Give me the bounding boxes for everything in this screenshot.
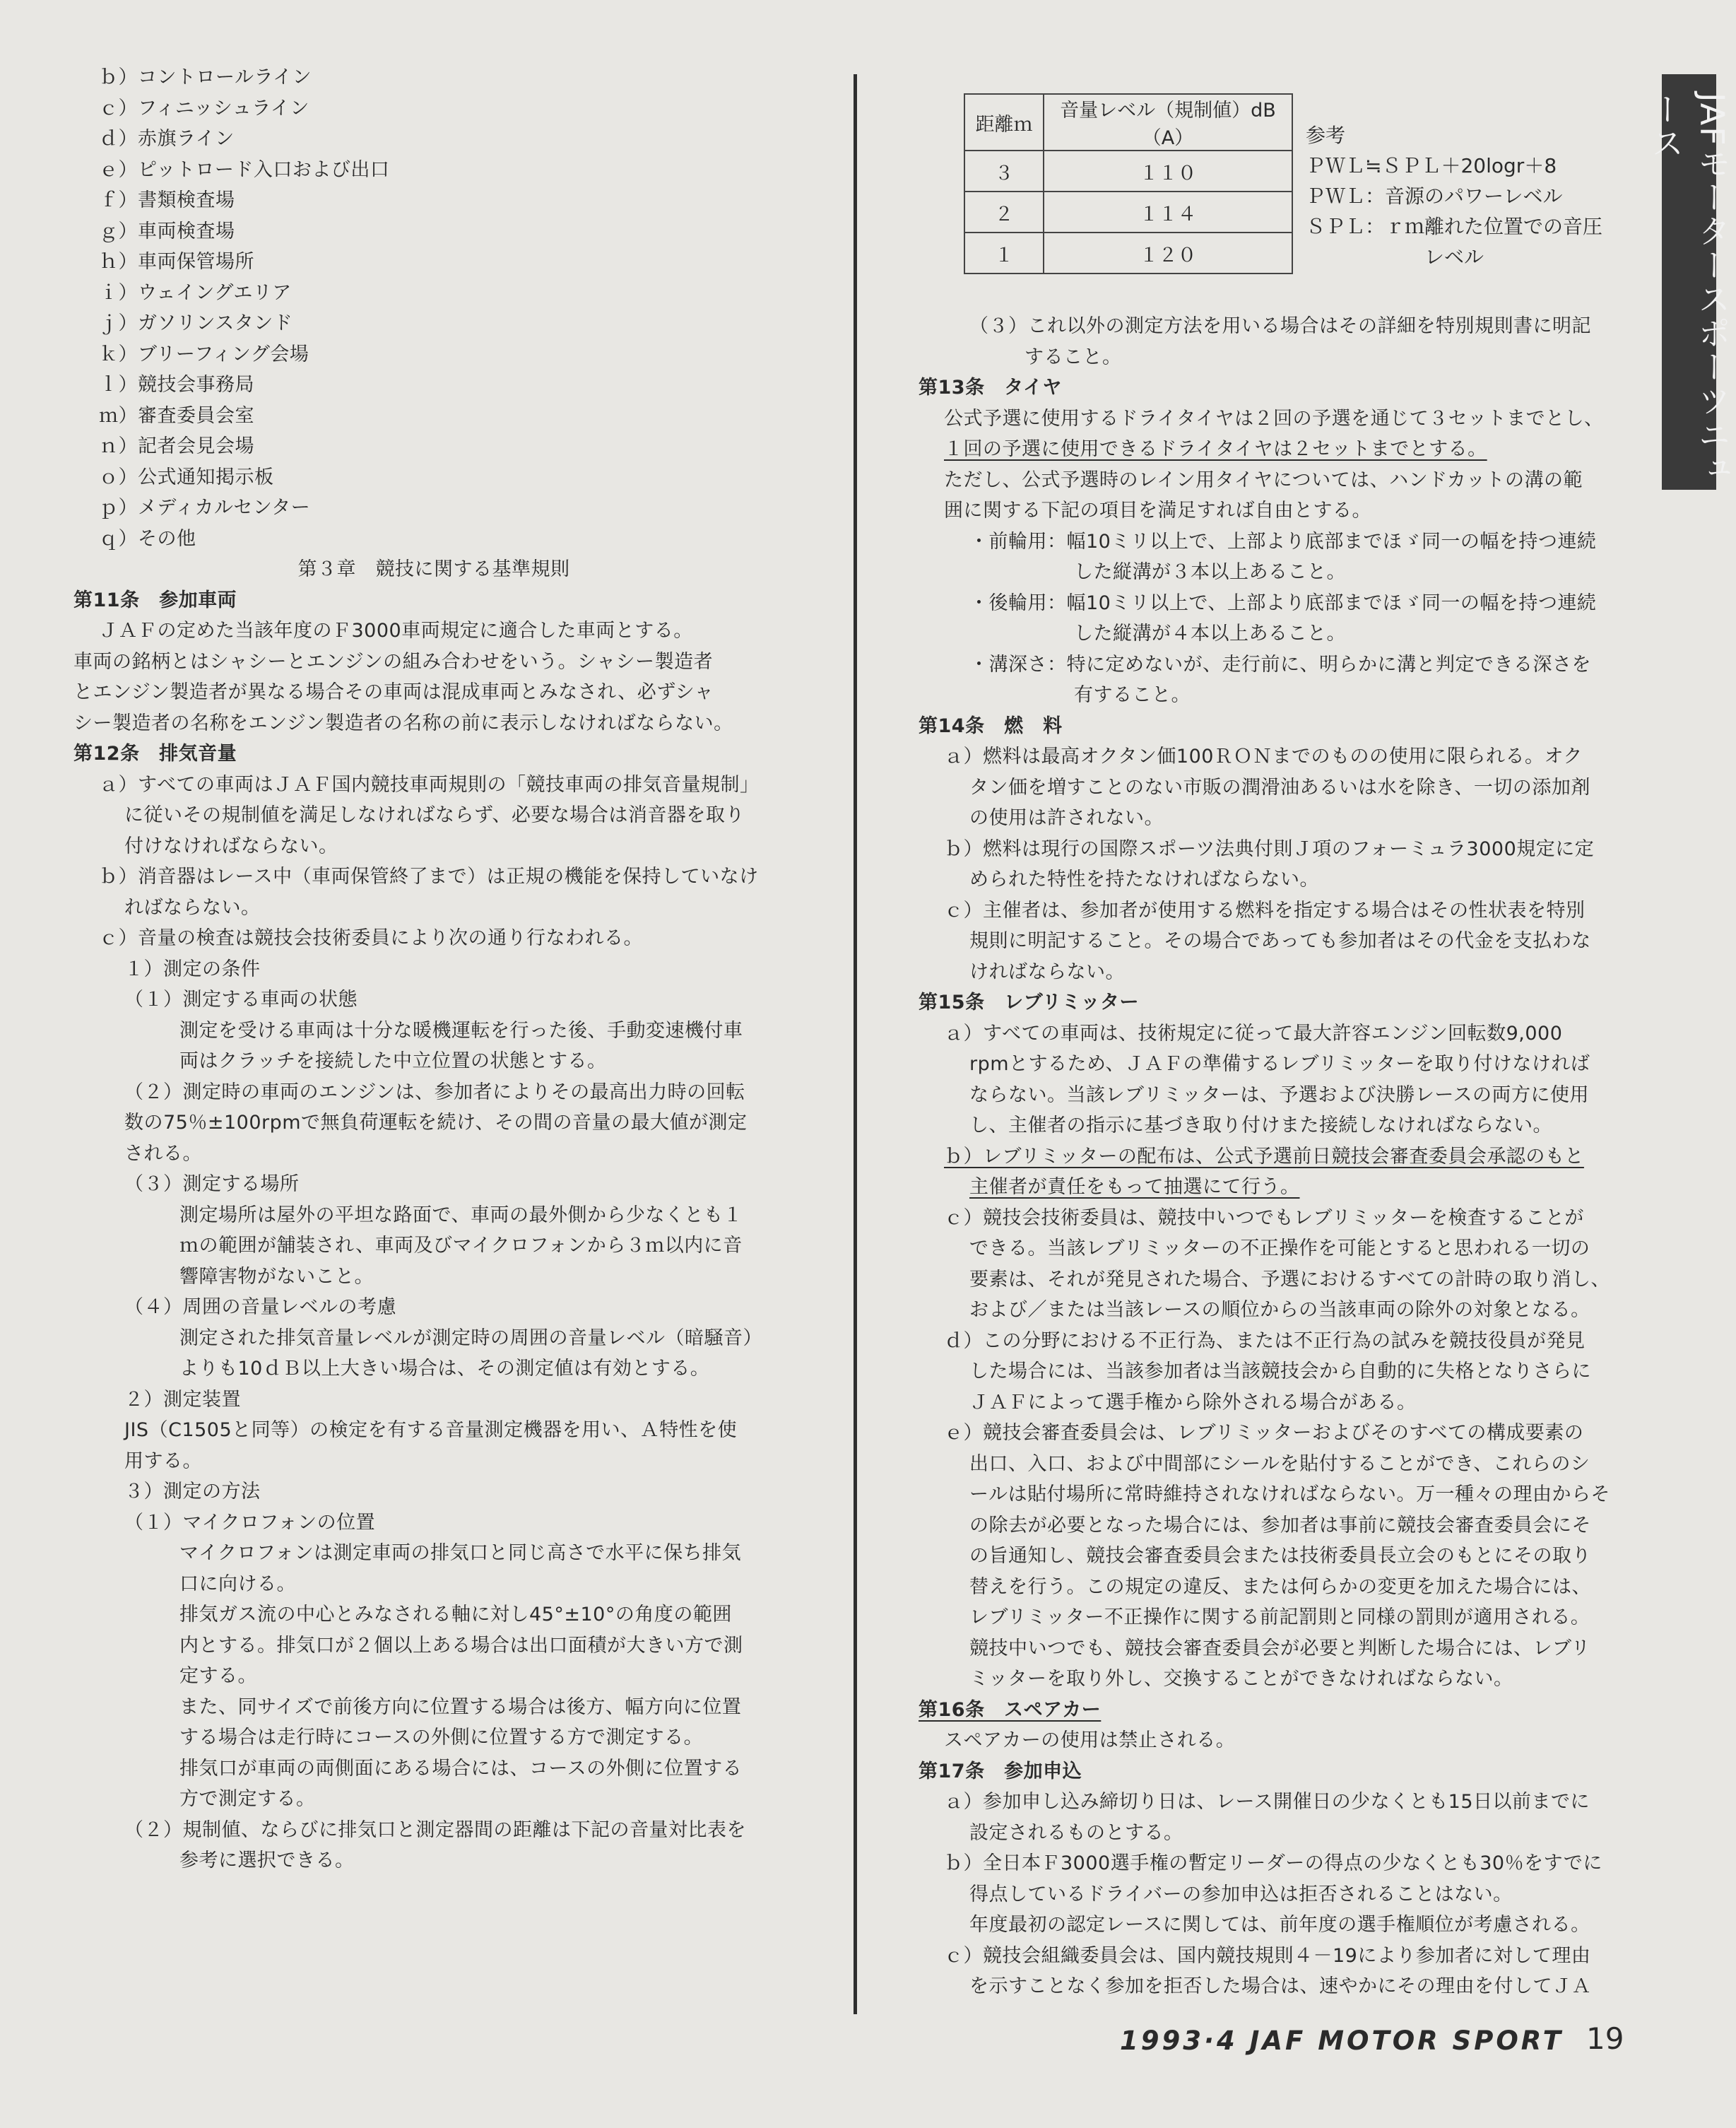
article-heading: 第16条 スペアカー [919,1698,1102,1721]
text-line: ｉ）ウェイングエリア [99,281,292,304]
text-line: 口に向ける。 [179,1573,296,1595]
text-line: ３）測定の方法 [124,1481,261,1503]
text-line: （４）周囲の音量レベルの考慮 [124,1296,396,1318]
text-line: および／または当該レースの順位からの当該車両の除外の対象となる。 [969,1299,1590,1321]
text-line: ｊ）ガソリンスタンド [99,312,293,334]
article-heading: 第12条 排気音量 [73,743,237,765]
magazine-footer: 1993·4 JAF MOTOR SPORT [1120,2026,1564,2056]
text-line: 有すること。 [1074,684,1191,706]
reference-title: 参考 [1306,124,1346,147]
text-line: ｂ）消音器はレース中（車両保管終了まで）は正規の機能を保持していなけ [99,866,759,888]
text-line: マイクロフォンは測定車両の排気口と同じ高さで水平に保ち排気 [179,1542,742,1564]
text-line: し、主催者の指示に基づき取り付けまた接続しなければならない。 [969,1115,1552,1136]
table-cell: ３ [964,151,1044,192]
text-line: ｃ）音量の検査は競技会技術委員により次の通り行なわれる。 [99,927,643,949]
text-line: ｃ）競技会組織委員会は、国内競技規則４－19により参加者に対して理由 [944,1944,1591,1967]
text-line: ｄ）この分野における不正行為、または不正行為の試みを競技役員が発見 [944,1329,1586,1352]
article-heading: 第14条 燃 料 [919,715,1063,737]
text-line: ｍの範囲が舗装され、車両及びマイクロフォンから３ｍ以内に音 [179,1235,743,1257]
text-line: 測定を受ける車両は十分な暖機運転を行った後、手動変速機付車 [179,1019,743,1042]
text-line: ｃ）競技会技術委員は、競技中いつでもレブリミッターを検査することが [944,1206,1584,1229]
right-column [919,311,1632,2002]
text-line: ｂ）燃料は現行の国際スポーツ法典付則Ｊ項のフォーミュラ3000規定に定 [944,837,1595,860]
text-line: ｑ）その他 [99,527,196,550]
table-row [964,192,1292,233]
text-line: の除去が必要となった場合には、参加者は事前に競技会審査委員会にそ [969,1514,1591,1536]
text-line: ・前輪用：幅10ミリ以上で、上部より底部までほゞ同一の幅を持つ連続 [969,530,1597,553]
text-line: 排気口が車両の両側面にある場合には、コースの外側に位置する [179,1757,743,1780]
text-line: ｂ）レブリミッターの配布は、公式予選前日競技会審査委員会承認のもと [944,1145,1584,1168]
text-line: ればならない。 [124,896,261,919]
text-line: ・後輪用：幅10ミリ以上で、上部より底部までほゞ同一の幅を持つ連続 [969,592,1597,614]
text-line: （１）マイクロフォンの位置 [124,1511,376,1534]
text-line: 主催者が責任をもって抽選にて行う。 [969,1176,1300,1198]
text-line: 方で測定する。 [179,1788,316,1810]
text-line: （３）測定する場所 [124,1173,300,1195]
text-line: できる。当該レブリミッターの不正操作を可能とすると思われる一切の [969,1238,1590,1259]
text-line: （２）規制値、ならびに排気口と測定器間の距離は下記の音量対比表を [124,1818,746,1841]
text-line: ａ）燃料は最高オクタン価100ＲＯＮまでのものの使用に限られる。オク [944,746,1583,768]
text-line: （２）測定時の車両のエンジンは、参加者によりその最高出力時の回転 [124,1081,745,1103]
text-line: の旨通知し、競技会審査委員会または技術委員長立会のもとにその取り [969,1545,1591,1567]
table-header-row [964,94,1292,151]
text-line: ａ）参加申し込み締切り日は、レース開催日の少なくとも15日以前までに [944,1791,1590,1813]
text-line: ａ）すべての車両は、技術規定に従って最大許容エンジン回転数9,000 [944,1022,1563,1045]
text-line: ｅ）ピットロード入口および出口 [99,158,390,181]
left-column [73,62,794,1876]
text-line: ｂ）コントロールライン [99,66,312,88]
text-line: ａ）すべての車両はＪＡＦ国内競技車両規則の「競技車両の排気音量規制」 [99,773,760,796]
page-number: 19 [1586,2021,1624,2056]
text-line: ｈ）車両保管場所 [99,251,254,273]
section-tab [1646,74,1732,490]
table-header-distance: 距離ｍ [964,94,1044,151]
text-line: められた特性を持たなければならない。 [969,869,1319,890]
reference-line: ＰＷＬ：音源のパワーレベル [1306,184,1563,208]
text-line: 内とする。排気口が２個以上ある場合は出口面積が大きい方で測 [179,1634,743,1657]
text-line: ミッターを取り外し、交換することができなければならない。 [969,1668,1513,1690]
text-line: の使用は許されない。 [969,807,1164,829]
text-line: 付けなければならない。 [124,835,338,857]
text-line: 公式予選に使用するドライタイヤは２回の予選を通じて３セットまでとし、 [944,407,1604,430]
text-line: を示すことなく参加を拒否した場合は、速やかにその理由を付してＪＡ [969,1975,1591,1997]
text-line: 用する。 [124,1450,202,1472]
reference-line: ＳＰＬ：ｒｍ離れた位置での音圧 [1306,215,1603,238]
text-line: ｋ）ブリーフィング会場 [99,343,309,365]
text-line: １回の予選に使用できるドライタイヤは２セットまでとする。 [944,438,1487,460]
article-heading: 第15条 レブリミッター [919,992,1139,1013]
text-line: rpmとするため、ＪＡＦの準備するレブリミッターを取り付けなければ [969,1053,1590,1075]
text-line: シー製造者の名称をエンジン製造者の名称の前に表示しなければならない。 [73,712,733,734]
text-line: 響障害物がないこと。 [179,1265,374,1288]
text-line: 測定場所は屋外の平坦な路面で、車両の最外側から少なくとも１ [179,1204,743,1226]
text-line: ければならない。 [969,960,1125,983]
text-line: 参考に選択できる。 [179,1850,355,1871]
text-line: ｇ）車両検査場 [99,220,235,242]
article-heading: 第17条 参加申込 [919,1760,1082,1782]
text-line: ２）測定装置 [124,1388,241,1411]
table-row [964,151,1292,192]
text-line: される。 [124,1142,202,1165]
text-line: 両はクラッチを接続した中立位置の状態とする。 [179,1050,607,1072]
reference-line: ＰＷＬ≒ＳＰＬ＋20logr＋8 [1306,154,1557,177]
text-line: ｃ）主催者は、参加者が使用する燃料を指定する場合はその性状表を特別 [944,899,1586,922]
table-header-level: 音量レベル（規制値）dB（A） [1044,94,1292,151]
text-line: ｆ）書類検査場 [99,189,235,211]
table-cell: １１４ [1044,192,1292,233]
text-line: とエンジン製造者が異なる場合その車両は混成車両とみなされ、必ずシャ [73,681,714,703]
text-line: すること。 [1025,346,1122,368]
text-line: JIS（C1505と同等）の検定を有する音量測定機器を用い、Ａ特性を使 [124,1419,738,1441]
text-line: （１）測定する車両の状態 [124,989,358,1011]
text-line: ＪＡＦによって選手権から除外される場合がある。 [969,1391,1417,1413]
table-cell: １１０ [1044,151,1292,192]
text-line: 排気ガス流の中心とみなされる軸に対し45°±10°の角度の範囲 [179,1604,732,1626]
text-line: した縦溝が４本以上あること。 [1074,623,1346,645]
text-line: ｎ）記者会見会場 [99,435,254,457]
table-cell: ２ [964,192,1044,233]
text-line: １）測定の条件 [124,958,261,980]
text-line: 定する。 [179,1665,257,1687]
text-line: ｅ）競技会審査委員会は、レブリミッターおよびそのすべての構成要素の [944,1422,1584,1444]
text-line: ならない。当該レブリミッターは、予選および決勝レースの両方に使用 [969,1083,1590,1106]
text-line: 車両の銘柄とはシャシーとエンジンの組み合わせをいう。シャシー製造者 [73,650,714,673]
text-line: レブリミッター不正操作に関する前記罰則と同様の罰則が適用される。 [969,1606,1590,1628]
text-line: 規則に明記すること。その場合であっても参加者はその代金を支払わな [969,930,1591,952]
text-line: 囲に関する下記の項目を満足すれば自由とする。 [944,500,1371,522]
text-line: 得点しているドライバーの参加申込は拒否されることはない。 [969,1883,1513,1905]
text-line: ｂ）全日本Ｆ3000選手権の暫定リーダーの得点の少なくとも30％をすでに [944,1852,1602,1874]
article-heading: 第11条 参加車両 [73,589,237,611]
text-line: ｌ）競技会事務局 [99,374,254,396]
text-line: 要素は、それが発見された場合、予選におけるすべての計時の取り消し、 [969,1268,1610,1291]
text-line: 競技中いつでも、競技会審査委員会が必要と判断した場合には、レブリ [969,1637,1590,1659]
reference-line: レベル [1424,245,1484,269]
text-line: ールは貼付場所に常時維持されなければならない。万一種々の理由からそ [969,1483,1610,1505]
text-line: （３）これ以外の測定方法を用いる場合はその詳細を特別規則書に明記 [969,315,1591,337]
text-line: また、同サイズで前後方向に位置する場合は後方、幅方向に位置 [179,1695,742,1718]
text-line: 数の75％±100rpmで無負荷運転を続け、その間の音量の最大値が測定 [124,1112,748,1134]
text-line: ＪＡＦの定めた当該年度のＦ3000車両規定に適合した車両とする。 [99,620,693,642]
text-line: した場合には、当該参加者は当該競技会から自動的に失格となりさらに [969,1360,1591,1382]
text-line: ｃ）フィニッシュライン [99,97,309,119]
text-line: ｍ）審査委員会室 [99,404,254,427]
text-line: スペアカーの使用は禁止される。 [944,1729,1236,1751]
text-line: 第３章 競技に関する基準規則 [297,558,570,580]
text-line: 替えを行う。この規定の違反、または何らかの変更を加えた場合には、 [969,1575,1591,1598]
column-divider [854,74,857,2014]
noise-level-table [964,93,1293,274]
text-line: する場合は走行時にコースの外側に位置する方で測定する。 [179,1727,704,1748]
text-line: ｏ）公式通知掲示板 [99,466,274,488]
section-tab-label: JAFモータースポーツニュース [1646,93,1732,486]
text-line: ただし、公式予選時のレイン用タイヤについては、ハンドカットの溝の範 [944,469,1583,491]
text-line: した縦溝が３本以上あること。 [1074,561,1346,583]
text-line: 測定された排気音量レベルが測定時の周囲の音量レベル（暗騒音） [179,1327,762,1349]
text-line: タン価を増すことのない市販の潤滑油あるいは水を除き、一切の添加剤 [969,776,1590,799]
text-line: ｄ）赤旗ライン [99,128,235,150]
table-cell: １２０ [1044,233,1292,274]
text-line: ｐ）メディカルセンター [99,497,311,519]
text-line: 設定されるものとする。 [969,1821,1183,1844]
table-cell: １ [964,233,1044,274]
text-line: 年度最初の認定レースに関しては、前年度の選手権順位が考慮される。 [969,1914,1590,1936]
text-line: よりも10ｄＢ以上大きい場合は、その測定値は有効とする。 [179,1358,710,1380]
article-heading: 第13条 タイヤ [919,377,1063,399]
text-line: 出口、入口、および中間部にシールを貼付することができ、これらのシ [969,1452,1590,1475]
reference-note [1306,120,1602,272]
text-line: ・溝深さ：特に定めないが、走行前に、明らかに溝と判定できる深さを [969,653,1591,676]
text-line: に従いその規制値を満足しなければならず、必要な場合は消音器を取り [124,804,745,826]
table-row [964,233,1292,274]
